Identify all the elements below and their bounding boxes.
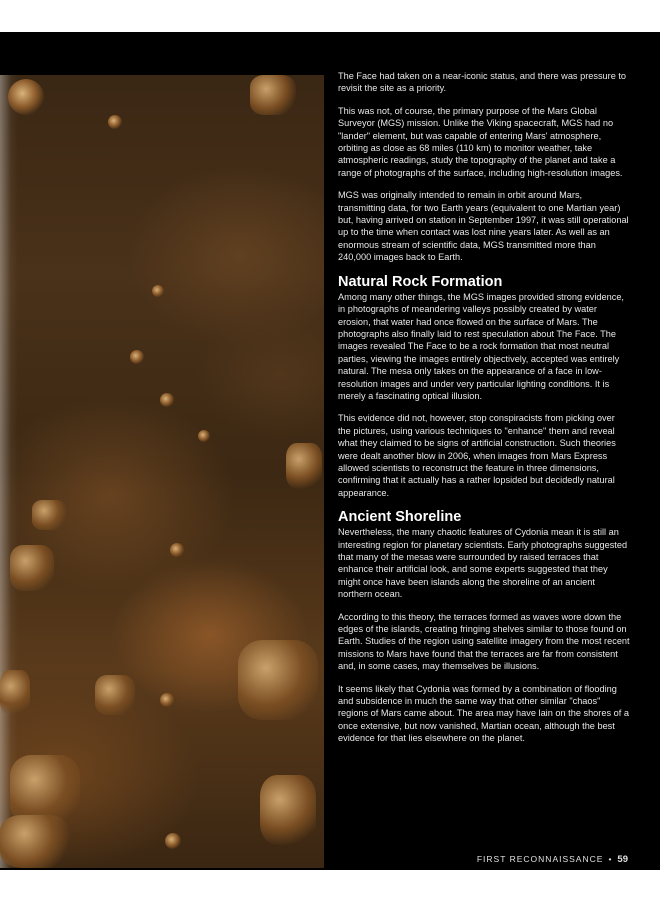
crater <box>8 79 44 115</box>
book-gutter-shadow <box>0 75 18 868</box>
mesa <box>95 675 135 715</box>
mesa <box>0 815 70 868</box>
section-heading-ancient-shoreline: Ancient Shoreline <box>338 509 462 526</box>
intro-paragraph: This was not, of course, the primary purpose of the Mars Global Surveyor (MGS) mission. Unlike the Viking spacecraft, MGS had no "lander" element, but was capable of entering Mars' atmosphere, orbiting as close as 68 miles (110 km) to monitor weather, take atmospheric readings, study the topography of the planet and take a range of photographs of the surface, including high-resolution images. <box>338 105 623 178</box>
mars-surface-photo <box>0 75 324 868</box>
crater <box>165 833 181 849</box>
crater <box>198 430 210 442</box>
body-paragraph: Nevertheless, the many chaotic features of Cydonia mean it is still an interesting region for planetary scientists. Early photographs suggested that many of the mesas were surrounded by raised terraces that enhance their artificial look, and some experts suggested that they might once have been islands along the shoreline of an ancient northern ocean. <box>338 527 628 600</box>
crater <box>160 393 174 407</box>
mesa <box>238 640 318 720</box>
body-paragraph: Among many other things, the MGS images provided strong evidence, in photographs of meandering valleys possibly created by water erosion, that water had once flowed on the surface of Mars. The photographs also finally laid to rest speculation about The Face. The images revealed The Face to be a rock formation that most neutral parties, viewing the images entirely objectively, accepted was entirely natural. The mesa only takes on the appearance of a face in low-resolution images and under very particular lighting conditions. It is merely a fascinating optical illusion. <box>338 291 624 401</box>
page-footer <box>477 854 628 865</box>
mesa <box>250 75 296 115</box>
crater <box>160 693 174 707</box>
page-number: 59 <box>617 854 628 865</box>
page-spread <box>0 32 660 870</box>
body-paragraph: It seems likely that Cydonia was formed by a combination of flooding and subsidence in much the same way that other similar "chaos" regions of Mars came about. The area may have lain on the shores of a once extensive, but now vanished, Martian ocean, although the best evidence for that lies elsewhere on the planet. <box>338 683 629 744</box>
mesa <box>286 443 322 489</box>
intro-paragraph: The Face had taken on a near-iconic status, and there was pressure to revisit the site as a priority. <box>338 71 627 94</box>
crater <box>152 285 164 297</box>
mesa <box>260 775 316 845</box>
intro-paragraph: MGS was originally intended to remain in orbit around Mars, transmitting data, for two Earth years (equivalent to one Martian year) but, having arrived on station in September 1997, it was still operational up to the time when contact was lost nine years later. As well as an enormous stream of scientific data, MGS transmitted more than 240,000 images back to Earth. <box>338 190 629 263</box>
section-heading-natural-rock-formation: Natural Rock Formation <box>338 273 503 290</box>
crater <box>170 543 184 557</box>
body-paragraph: According to this theory, the terraces formed as waves wore down the edges of the islands, creating fringing shelves similar to those found on Earth. Studies of the region using satellite imagery from the most recent missions to Mars have found that the terraces are far from consistent and, in some cases, may themselves be illusions. <box>338 611 630 672</box>
article-text-column <box>338 70 630 755</box>
crater <box>130 350 144 364</box>
footer-separator: • <box>608 854 613 864</box>
mesa <box>10 545 54 591</box>
mesa <box>0 670 30 716</box>
mesa <box>32 500 66 530</box>
body-paragraph: This evidence did not, however, stop conspiracists from picking over the pictures, using various techniques to "enhance" them and reveal what they claimed to be signs of artificial construction. Such theories were dealt another blow in 2006, when images from Mars Express allowed scientists to reconstruct the feature in three dimensions, confirming that it actually has a rather lopsided but decidedly natural appearance. <box>338 413 616 498</box>
running-title: FIRST RECONNAISSANCE <box>476 854 604 864</box>
crater <box>108 115 122 129</box>
